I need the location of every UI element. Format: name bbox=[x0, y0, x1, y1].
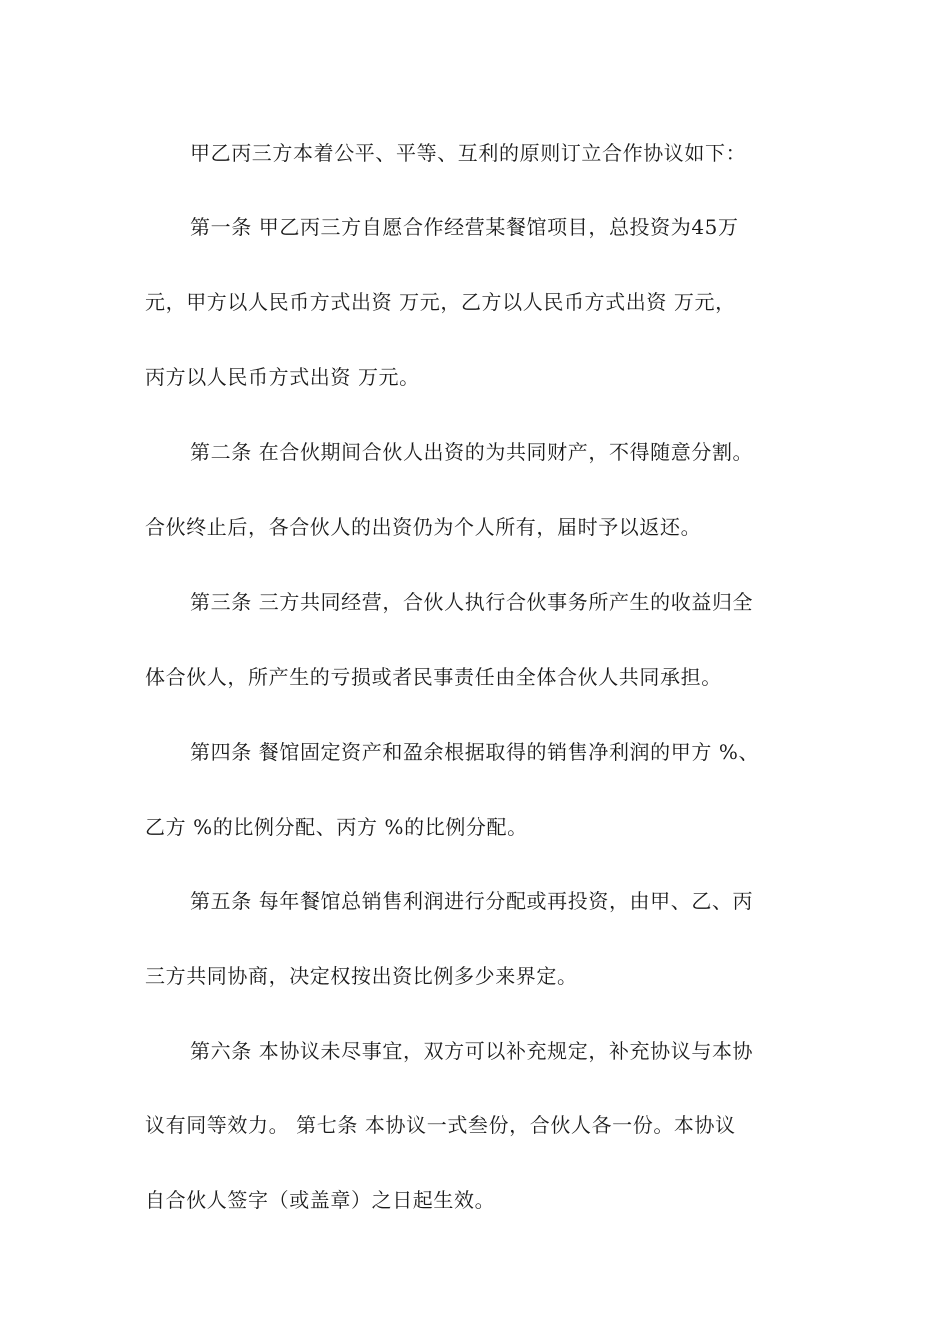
article-2-line-1: 第二条 在合伙期间合伙人出资的为共同财产，不得随意分割。 bbox=[190, 440, 754, 464]
article-6-line-1: 第六条 本协议未尽事宜，双方可以补充规定，补充协议与本协 bbox=[190, 1039, 754, 1063]
article-5-line-2: 三方共同协商，决定权按出资比例多少来界定。 bbox=[145, 964, 578, 988]
article-3-line-2: 体合伙人，所产生的亏损或者民事责任由全体合伙人共同承担。 bbox=[145, 665, 722, 689]
article-4-line-1: 第四条 餐馆固定资产和盈余根据取得的销售净利润的甲方 %、 bbox=[190, 740, 760, 764]
article-2-line-2: 合伙终止后，各合伙人的出资仍为个人所有，届时予以返还。 bbox=[145, 515, 702, 539]
article-4-line-2: 乙方 %的比例分配、丙方 %的比例分配。 bbox=[145, 815, 528, 839]
article-3-line-1: 第三条 三方共同经营，合伙人执行合伙事务所产生的收益归全 bbox=[190, 590, 754, 614]
article-6-7-line-2: 议有同等效力。 第七条 本协议一式叁份，合伙人各一份。本协议 bbox=[145, 1113, 736, 1137]
article-1-line-3: 丙方以人民币方式出资 万元。 bbox=[145, 365, 420, 389]
intro-line: 甲乙丙三方本着公平、平等、互利的原则订立合作协议如下： bbox=[190, 141, 747, 165]
article-5-line-1: 第五条 每年餐馆总销售利润进行分配或再投资，由甲、乙、丙 bbox=[190, 889, 754, 913]
article-1-line-2: 元，甲方以人民币方式出资 万元，乙方以人民币方式出资 万元， bbox=[145, 290, 736, 314]
article-7-line-2: 自合伙人签字（或盖章）之日起生效。 bbox=[145, 1188, 496, 1212]
article-1-line-1: 第一条 甲乙丙三方自愿合作经营某餐馆项目，总投资为45万 bbox=[190, 215, 739, 239]
